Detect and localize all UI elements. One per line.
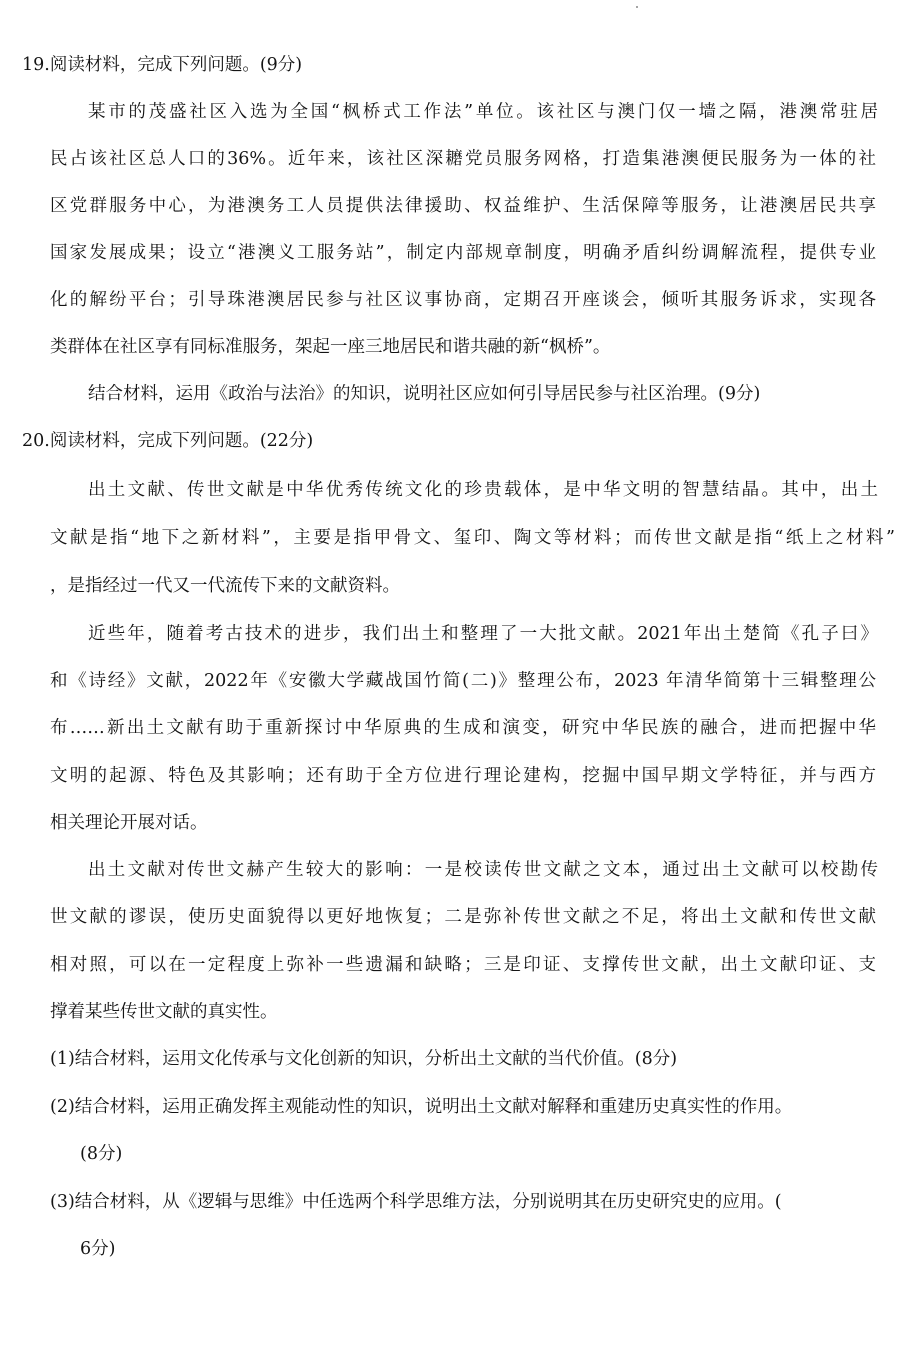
- q20-subquestion-3-line-2: 6分): [80, 1239, 116, 1259]
- q20-para2-line-3: 布……新出土文献有助于重新探讨中华原典的生成和演变，研究中华民族的融合，进而把握中华: [50, 718, 876, 738]
- q19-question: 结合材料，运用《政治与法治》的知识，说明社区应如何引导居民参与社区治理。(9分): [88, 384, 761, 404]
- q19-para1-line-4: 国家发展成果；设立“港澳义工服务站”，制定内部规章制度，明确矛盾纠纷调解流程，提供专业: [50, 243, 876, 263]
- q20-subquestion-3-line-1: (3)结合材料，从《逻辑与思维》中任选两个科学思维方法，分别说明其在历史研究史的应用。(: [50, 1192, 782, 1212]
- q20-para3-line-4: 撑着某些传世文献的真实性。: [50, 1002, 278, 1022]
- q20-para1-line-3: ，是指经过一代又一代流传下来的文献资料。: [50, 576, 400, 596]
- q19-para1-line-1: 某市的茂盛社区入选为全国“枫桥式工作法”单位。该社区与澳门仅一墙之隔，港澳常驻居: [88, 102, 878, 122]
- q19-para1-line-2: 民占该社区总人口的36%。近年来，该社区深耱党员服务网格，打造集港澳便民服务为一体的社: [50, 149, 876, 169]
- question-19-header: 19.阅读材料，完成下列问题。(9分): [22, 55, 303, 75]
- q20-para2-line-2: 和《诗经》文献，2022年《安徽大学藏战国竹简(二)》整理公布，2023 年清华简第十三辑整理公: [50, 671, 876, 691]
- q20-subquestion-2-line-1: (2)结合材料，运用正确发挥主观能动性的知识，说明出土文献对解释和重建历史真实性的作用。: [50, 1097, 793, 1117]
- q19-para1-line-3: 区党群服务中心，为港澳务工人员提供法律援助、权益维护、生活保障等服务，让港澳居民共享: [50, 196, 876, 216]
- question-20-header: 20.阅读材料，完成下列问题。(22分): [22, 431, 314, 451]
- q20-para3-line-1: 出土文献对传世文赫产生较大的影响：一是校读传世文献之文本，通过出土文献可以校勘传: [88, 860, 878, 880]
- q20-para1-line-2: 文献是指“地下之新材料”，主要是指甲骨文、玺印、陶文等材料；而传世文献是指“纸上之材料”: [50, 528, 895, 548]
- q20-subquestion-2-line-2: (8分): [80, 1144, 123, 1164]
- q20-para2-line-5: 相关理论开展对话。: [50, 813, 208, 833]
- q20-para2-line-4: 文明的起源、特色及其影响；还有助于全方位进行理论建构，挖掘中国早期文学特征，并与西方: [50, 766, 876, 786]
- q20-para3-line-2: 世文献的谬误，使历史面貌得以更好地恢复；二是弥补传世文献之不足，将出土文献和传世文献: [50, 907, 876, 927]
- q20-para3-line-3: 相对照，可以在一定程度上弥补一些遗漏和缺略；三是印证、支撑传世文献，出土文献印证、支: [50, 955, 876, 975]
- scan-speck: [636, 6, 638, 8]
- q20-subquestion-1: (1)结合材料，运用文化传承与文化创新的知识，分析出土文献的当代价值。(8分): [50, 1049, 678, 1069]
- q20-para1-line-1: 出土文献、传世文献是中华优秀传统文化的珍贵载体，是中华文明的智慧结晶。其中，出土: [88, 480, 878, 500]
- q19-para1-line-6: 类群体在社区享有同标准服务，架起一座三地居民和谐共融的新“枫桥”。: [50, 337, 611, 357]
- q19-para1-line-5: 化的解纷平台；引导珠港澳居民参与社区议事协商，定期召开座谈会，倾听其服务诉求，实现各: [50, 290, 876, 310]
- q20-para2-line-1: 近些年，随着考古技术的进步，我们出土和整理了一大批文献。2021年出土楚简《孔子曰》: [88, 624, 878, 644]
